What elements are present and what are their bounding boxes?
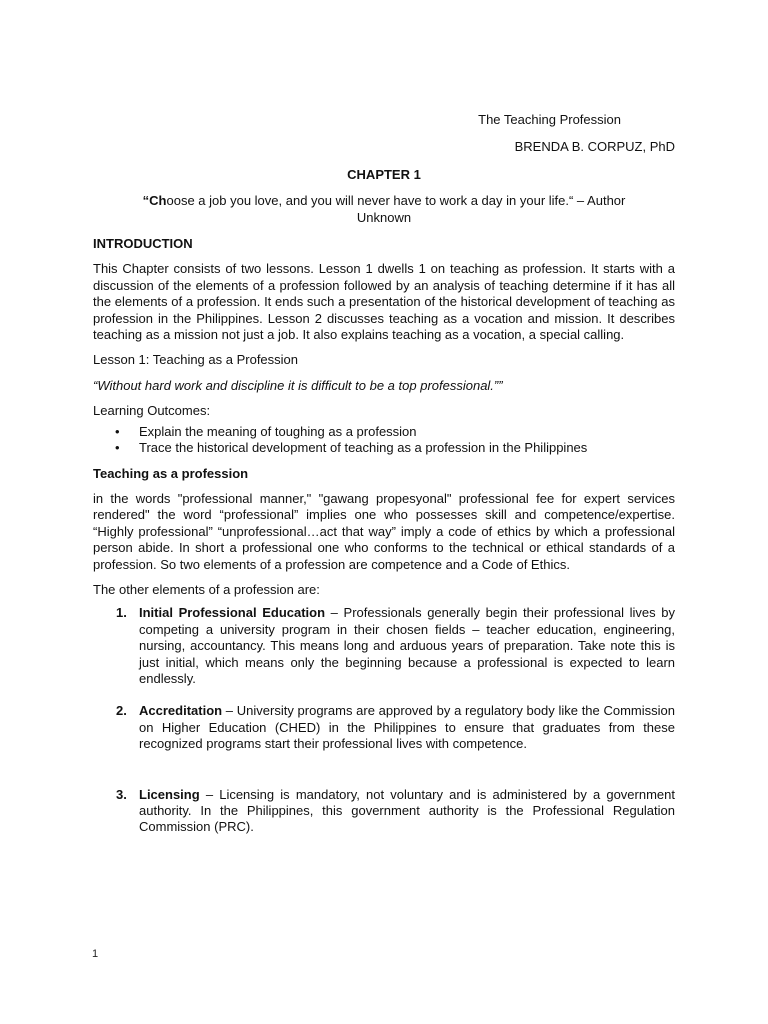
list-item [116,703,675,752]
item-number: 3. [116,786,127,802]
chapter-title: CHAPTER 1 [347,166,421,182]
lesson-title: Lesson 1: Teaching as a Profession [93,352,299,368]
learning-outcomes-list [93,424,675,457]
learning-outcomes-label: Learning Outcomes: [93,403,211,419]
element-text: – Professionals generally begin their professional lives by competing a university program in their chosen fields – teacher education, engineering, nursing, accountancy. This means long and arduous years of preparation. Take note this is just initial, which means only the beginning because a professional is expected to learn endlessly. [139,605,675,686]
header-author: BRENDA B. CORPUZ, PhD [514,139,675,155]
other-elements-intro: The other elements of a profession are: [93,581,320,597]
introduction-paragraph: This Chapter consists of two lessons. Lesson 1 dwells 1 on teaching as profession. It starts with a discussion of the elements of a profession followed by an analysis of teaching determine if it has all the elements of a profession. It ends such a presentation of the historical development of teaching as profession in the Philippines. Lesson 2 discusses teaching as a vocation and mission. It describes teaching as a mission not just a job. It also explains teaching as a vocation, a special calling. [93,261,675,343]
list-item [115,440,675,456]
list-item [116,787,675,836]
lesson-quote: “Without hard work and discipline it is difficult to be a top professional.”” [93,377,503,393]
element-term: Licensing [139,786,200,802]
list-item [116,605,675,687]
element-text: – Licensing is mandatory, not voluntary and is administered by a government authority. In the Philippines, this government authority is the Professional Regulation Commission (PRC). [139,786,675,835]
element-term: Initial Professional Education [139,605,326,621]
item-number: 1. [116,605,127,621]
page-number: 1 [92,948,99,960]
header-title: The Teaching Profession [478,112,621,127]
element-text: – University programs are approved by a regulatory body like the Commission on Higher Education (CHED) in the Philippines to ensure that graduates from these recognized programs start their professional lives with competence. [139,703,675,752]
element-term: Accreditation [139,703,223,719]
opening-quote-lead: “Ch [142,193,167,209]
teaching-profession-heading: Teaching as a profession [93,465,249,481]
opening-quote-text: oose a job you love, and you will never have to work a day in your life.“ – Author Unknown [166,193,626,225]
profession-elements-list [93,605,675,835]
bullet-icon: • [115,423,120,439]
opening-quote [93,193,675,226]
document-page [93,112,675,836]
teaching-profession-paragraph: in the words "professional manner," "gawang propesyonal" professional fee for expert services rendered" the word “professional” implies one who possesses skill and competence/expertise. “Highly professional” “unprofessional…act that way” imply a code of ethics by which a professional person abide. In short a professional one who conforms to the technical or ethical standards of a profession. So two elements of a profession are competence and a Code of Ethics. [93,490,675,572]
list-item [115,424,675,440]
outcome-text: Trace the historical development of teaching as a profession in the Philippines [139,440,588,456]
bullet-icon: • [115,440,120,456]
introduction-heading: INTRODUCTION [93,236,193,252]
outcome-text: Explain the meaning of toughing as a profession [139,423,417,439]
item-number: 2. [116,703,127,719]
